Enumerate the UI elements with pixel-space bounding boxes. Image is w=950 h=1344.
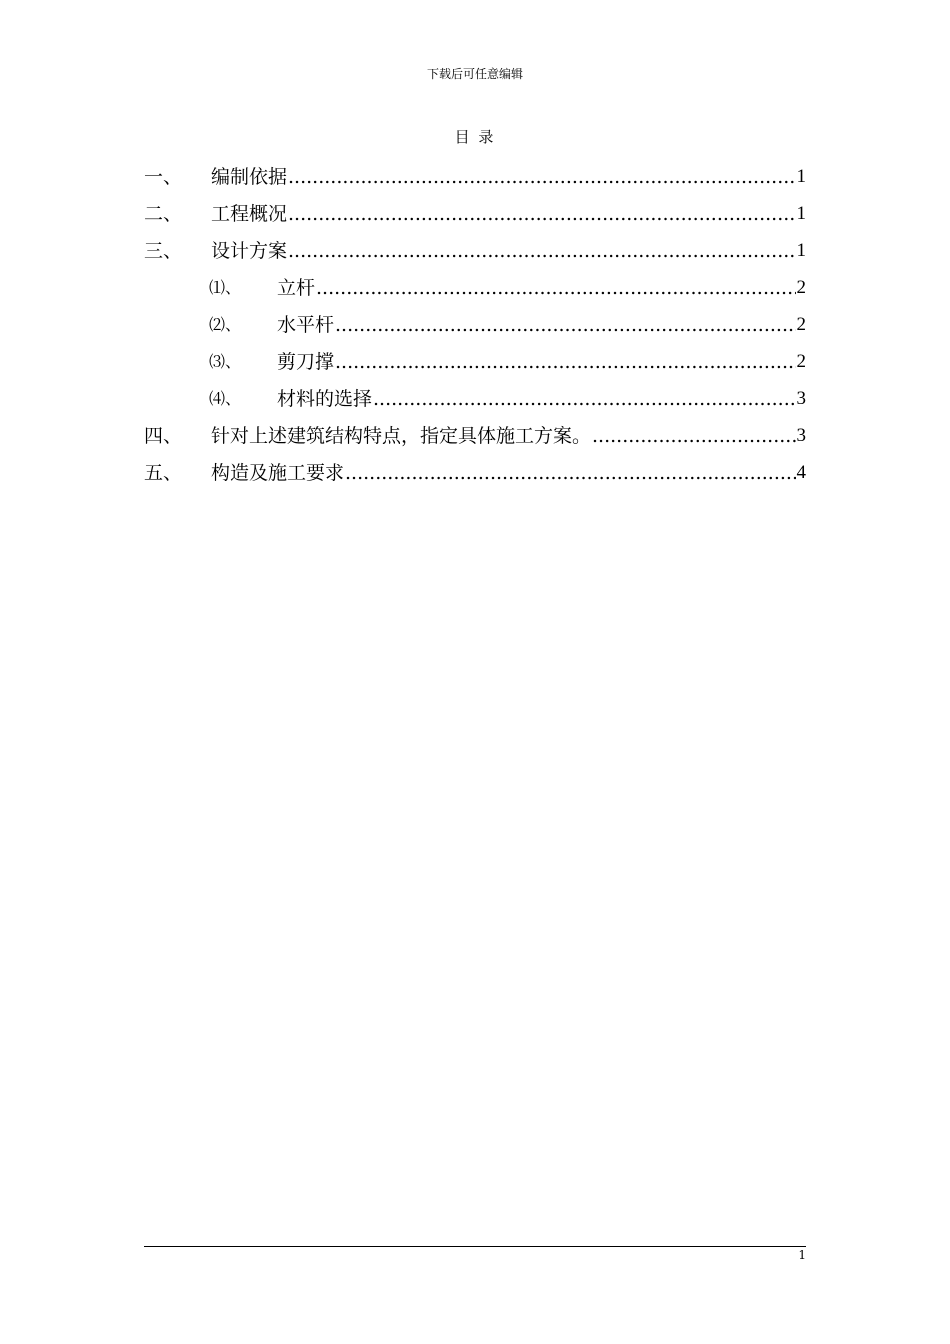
toc-entry-page: 1 — [796, 203, 806, 224]
toc-entry-5[interactable] — [144, 448, 806, 485]
toc-subentry-1[interactable] — [144, 263, 806, 300]
toc-subentry-4[interactable] — [144, 374, 806, 411]
toc-subentry-2[interactable] — [144, 300, 806, 337]
footer-divider — [144, 1246, 806, 1247]
toc-subentry-3[interactable] — [144, 337, 806, 374]
toc-leader-dots — [288, 202, 795, 226]
toc-leader-dots — [288, 239, 795, 263]
toc-entry-page: 4 — [796, 462, 806, 483]
toc-title: 目 录 — [454, 128, 496, 146]
toc-entry-page: 1 — [796, 240, 806, 261]
toc-leader-dots — [316, 276, 795, 300]
toc-entry-1[interactable] — [144, 152, 806, 189]
toc-leader-dots — [335, 313, 795, 337]
toc-entry-marker: 二、 — [144, 203, 183, 225]
toc-entry-page: 2 — [796, 314, 806, 335]
toc-entry-marker: ⑶、 — [209, 352, 242, 371]
toc-entry-title: 材料的选择 — [277, 388, 373, 410]
toc-entry-page: 2 — [796, 351, 806, 372]
toc-entry-3[interactable] — [144, 226, 806, 263]
table-of-contents — [144, 152, 806, 485]
toc-leader-dots — [345, 461, 795, 485]
toc-entry-title: 立杆 — [277, 277, 316, 299]
toc-entry-marker: 四、 — [144, 425, 183, 447]
toc-entry-title: 针对上述建筑结构特点，指定具体施工方案。 — [211, 425, 592, 447]
toc-entry-title: 设计方案 — [211, 240, 288, 262]
toc-entry-marker: ⑵、 — [209, 315, 242, 334]
footer-page-number: 1 — [798, 1248, 806, 1262]
toc-entry-marker: 一、 — [144, 166, 183, 188]
toc-entry-page: 3 — [796, 388, 806, 409]
toc-entry-title: 构造及施工要求 — [211, 462, 345, 484]
toc-leader-dots — [373, 387, 795, 411]
toc-leader-dots — [288, 165, 795, 189]
toc-leader-dots — [592, 424, 795, 448]
toc-entry-4[interactable] — [144, 411, 806, 448]
toc-entry-page: 2 — [796, 277, 806, 298]
page-header: 下载后可任意编辑 — [426, 67, 523, 81]
toc-entry-title: 工程概况 — [211, 203, 288, 225]
toc-entry-title: 编制依据 — [211, 166, 288, 188]
toc-leader-dots — [335, 350, 795, 374]
toc-entry-marker: 五、 — [144, 462, 183, 484]
toc-entry-title: 剪刀撑 — [277, 351, 335, 373]
toc-entry-marker: 三、 — [144, 240, 183, 262]
toc-entry-marker: ⑷、 — [209, 389, 242, 408]
toc-entry-marker: ⑴、 — [209, 278, 242, 297]
toc-entry-page: 1 — [796, 166, 806, 187]
toc-entry-page: 3 — [796, 425, 806, 446]
toc-entry-title: 水平杆 — [277, 314, 335, 336]
toc-entry-2[interactable] — [144, 189, 806, 226]
